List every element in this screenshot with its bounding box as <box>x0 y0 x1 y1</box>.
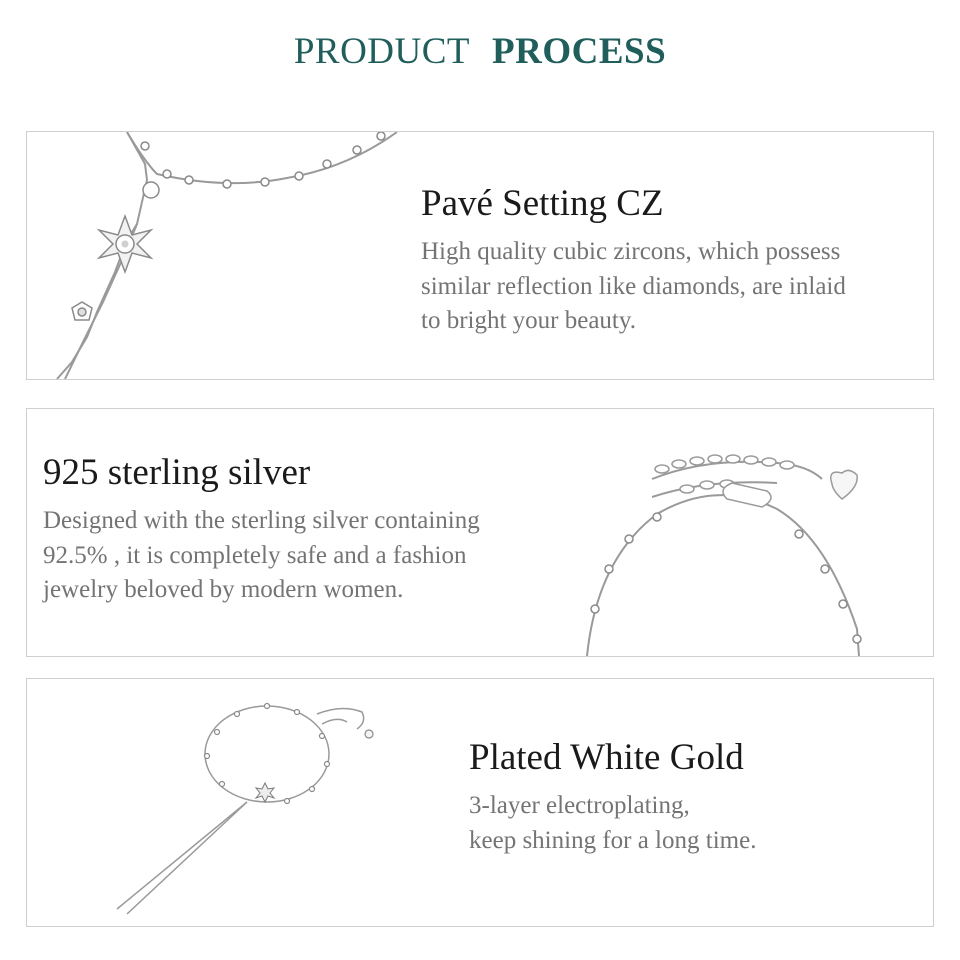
feature-panel-pave <box>26 131 934 380</box>
pave-heading: Pavé Setting CZ <box>421 183 664 224</box>
title-light: PRODUCT <box>293 31 471 72</box>
gold-line-2: keep shining for a long time. <box>469 826 757 854</box>
silver-heading: 925 sterling silver <box>43 452 311 493</box>
gold-heading: Plated White Gold <box>469 737 744 778</box>
silver-line-2: 92.5% , it is completely safe and a fashion <box>43 541 467 569</box>
pave-line-2: similar reflection like diamonds, are inlaid <box>421 272 846 300</box>
chain-bracelet-clasp-icon <box>567 439 917 656</box>
silver-line-1: Designed with the sterling silver containing <box>43 507 480 534</box>
pave-line-1: High quality cubic zircons, which possess <box>421 238 841 265</box>
feature-panel-gold <box>26 678 934 927</box>
silver-line-3: jewelry beloved by modern women. <box>43 576 404 603</box>
title-bold: PROCESS <box>492 31 667 72</box>
star-charm-bracelet-closeup-icon <box>27 132 427 379</box>
pave-description <box>421 235 846 339</box>
silver-description <box>43 504 480 608</box>
gold-description <box>469 789 756 858</box>
pave-line-3: to bright your beauty. <box>421 307 637 334</box>
feature-panel-silver <box>26 408 934 657</box>
gold-line-1: 3-layer electroplating, <box>469 792 690 819</box>
hand-chain-bracelet-icon <box>107 684 407 921</box>
page-title <box>0 30 960 73</box>
